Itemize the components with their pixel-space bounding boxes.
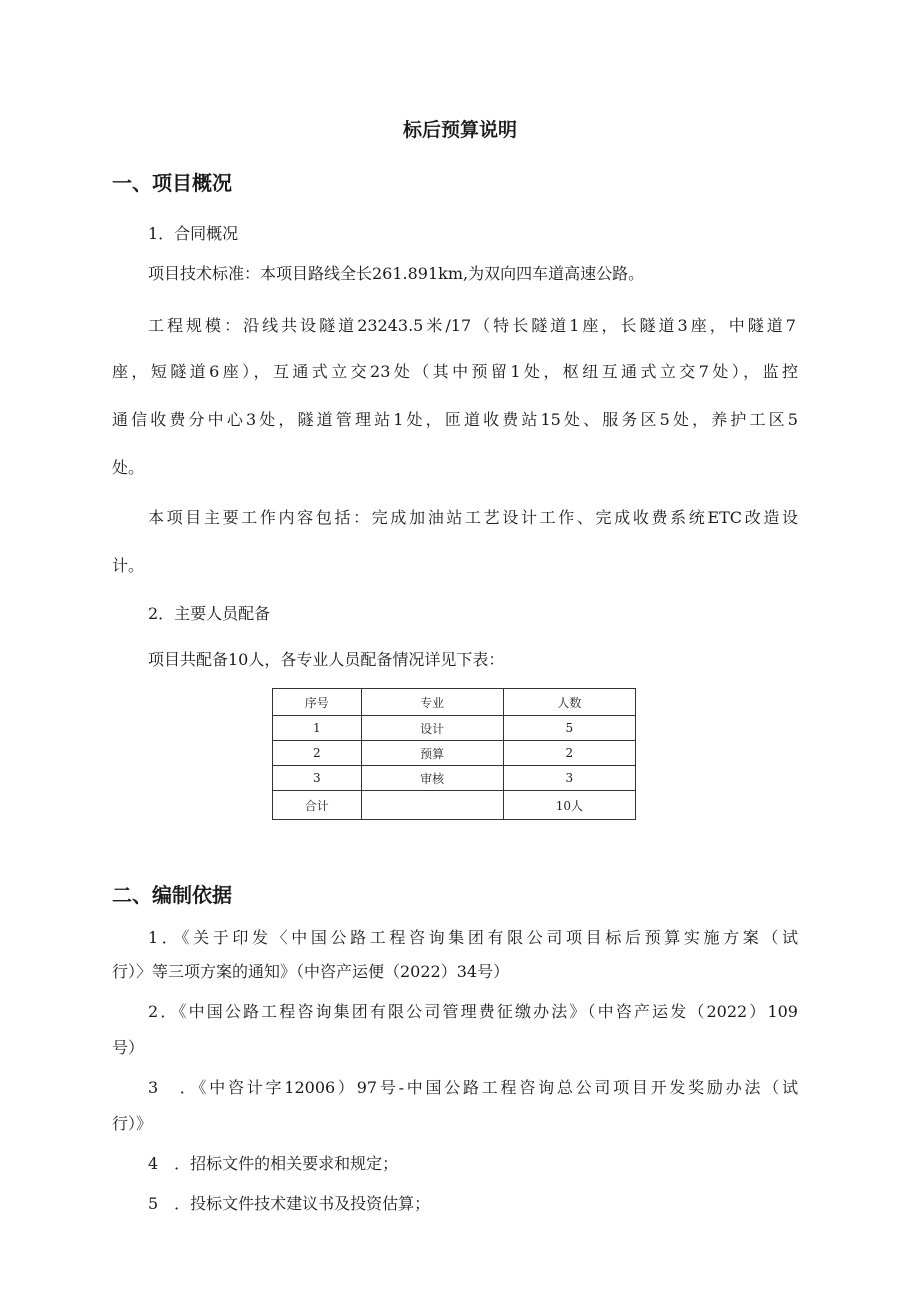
- table-cell: 2: [503, 741, 635, 766]
- document-title: 标后预算说明: [402, 119, 517, 141]
- work-content-line: 本项目主要工作内容包括：完成加油站工艺设计工作、完成收费系统ETC改造设: [148, 508, 798, 527]
- section-heading-overview: 一、项目概况: [112, 171, 232, 195]
- scale-paragraph-line: 座，短隧道6座），互通式立交23处（其中预留1处，枢纽互通式立交7处），监控: [112, 362, 798, 381]
- table-row: [273, 766, 636, 791]
- table-header-cell: 序号: [273, 689, 362, 716]
- table-header-cell: 专业: [361, 689, 503, 716]
- table-row: [273, 716, 636, 741]
- tech-standard-paragraph: 项目技术标准：本项目路线全长261.891km,为双向四车道高速公路。: [148, 264, 645, 283]
- basis-item-line: 2．《中国公路工程咨询集团有限公司管理费征缴办法》（中咨产运发（2022）109: [148, 1002, 798, 1021]
- table-cell: 5: [503, 716, 635, 741]
- staff-intro-text: 项目共配备10人，各专业人员配备情况详见下表：: [148, 650, 505, 669]
- work-content-line: 计。: [112, 556, 145, 575]
- table-cell: 合计: [273, 791, 362, 820]
- basis-item-line: 号）: [112, 1038, 145, 1057]
- table-cell: [361, 791, 503, 820]
- basis-item-line: 3 ．《中咨计字12006）97号-中国公路工程咨询总公司项目开发奖励办法（试: [148, 1078, 798, 1097]
- table-cell: 3: [503, 766, 635, 791]
- table-header-row: [273, 689, 636, 716]
- table-cell: 预算: [361, 741, 503, 766]
- table-cell: 2: [273, 741, 362, 766]
- basis-item-line: 行）》: [112, 1114, 153, 1133]
- basis-item-line: 1．《关于印发〈中国公路工程咨询集团有限公司项目标后预算实施方案（试: [148, 928, 798, 947]
- subheading-staffing: 2．主要人员配备: [148, 604, 271, 623]
- basis-item-line: 4 ．招标文件的相关要求和规定；: [148, 1154, 399, 1173]
- scale-paragraph-line: 工程规模：沿线共设隧道23243.5米/17（特长隧道1座，长隧道3座，中隧道7: [148, 316, 796, 335]
- basis-item-line: 5 ．投标文件技术建议书及投资估算；: [148, 1194, 431, 1213]
- table-cell: 设计: [361, 716, 503, 741]
- section-heading-basis: 二、编制依据: [112, 883, 232, 907]
- table-row: [273, 741, 636, 766]
- table-cell: 审核: [361, 766, 503, 791]
- table-total-row: [273, 791, 636, 820]
- table-cell: 1: [273, 716, 362, 741]
- scale-paragraph-line: 处。: [112, 458, 145, 477]
- staff-table: [272, 688, 636, 820]
- basis-item-line: 行）〉等三项方案的通知》（中咨产运便（2022）34号）: [112, 962, 510, 981]
- scale-paragraph-line: 通信收费分中心3处，隧道管理站1处，匝道收费站15处、服务区5处，养护工区5: [112, 410, 798, 429]
- table-cell: 3: [273, 766, 362, 791]
- table-cell: 10人: [503, 791, 635, 820]
- subheading-contract-overview: 1．合同概况: [148, 224, 239, 243]
- table-header-cell: 人数: [503, 689, 635, 716]
